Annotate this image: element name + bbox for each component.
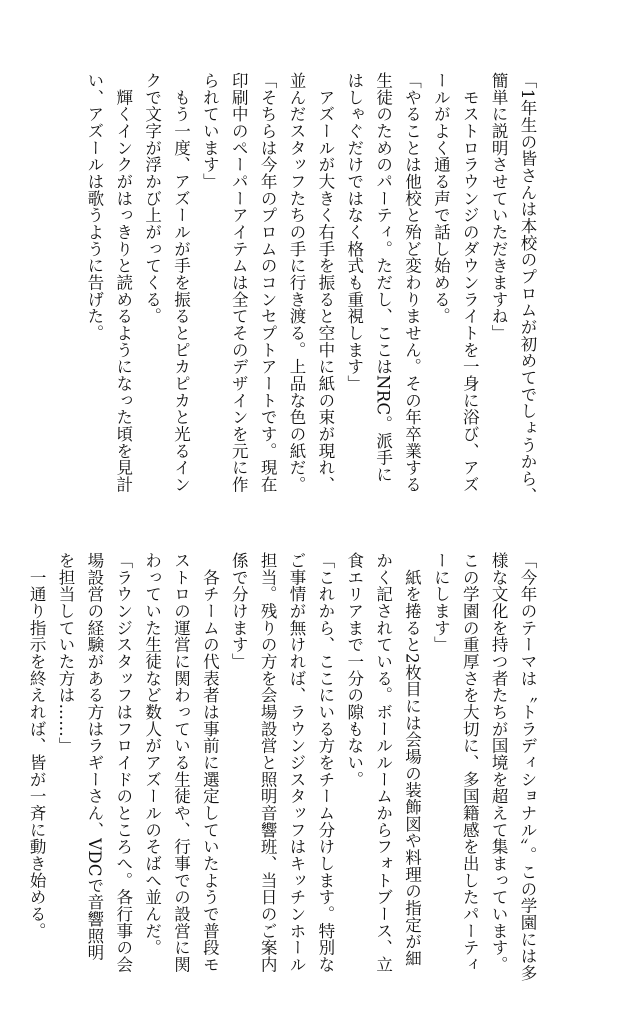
upper-text-block: 「1年生の皆さんは本校のプロムが初めてでしょうから、 簡単に説明させていただきますね」 モストロラウンジのダウンライトを一身に浴び、アズ ールがよく通る声で話し始める。 「やることは他校と殆ど変わりません。その年卒業する 生徒のためのパーティ。ただし、ここはNRC。派手に はしゃぐだけではなく格式も重視します」 アズールが大きく右手を振ると空中に紙の束が現れ、 並んだスタッフたちの手に行き渡る。上品な色の紙だ。 「そちらは今年のプロムのコンセプトアートです。現在 印刷中のペーパーアイテムは全てそのデザインを元に作 られています」 もう一度、アズールが手を振るとピカピカと光るイン クで文字が浮かび上がってくる。 輝くインクがはっきりと読めるようになった頃を見計 い、アズールは歌うように告げた。 bbox=[84, 72, 537, 504]
lower-text-block: 「今年のテーマは〝トラディショナル〟。この学園には多 様な文化を持つ者たちが国境を超えて集まっています。 この学園の重厚さを大切に、多国籍感を出したパーティ ーにします」 紙を捲ると2枚目には会場の装飾図や料理の指定が細 かく記されている。ボールルームからフォトブース、立 食エリアまで一分の隙もない。 「これから、ここにいる方をチーム分けします。特別な ご事情が無ければ、ラウンジスタッフはキッチンホール 担当。残りの方を会場設営と照明音響班、当日のご案内 係で分けます」 各チームの代表者は事前に選定していたようで普段モ ストロの運営に関わっている生徒や、行事での設営に関 わっていた生徒など数人がアズールのそばへ並んだ。 「ラウンジスタッフはフロイドのところへ。各行事の会 場設営の経験がある方はラギーさん、VDCで音響照明 を担当していた方は……」 一通り指示を終えれば、皆が一斉に動き始める。 bbox=[27, 552, 537, 982]
